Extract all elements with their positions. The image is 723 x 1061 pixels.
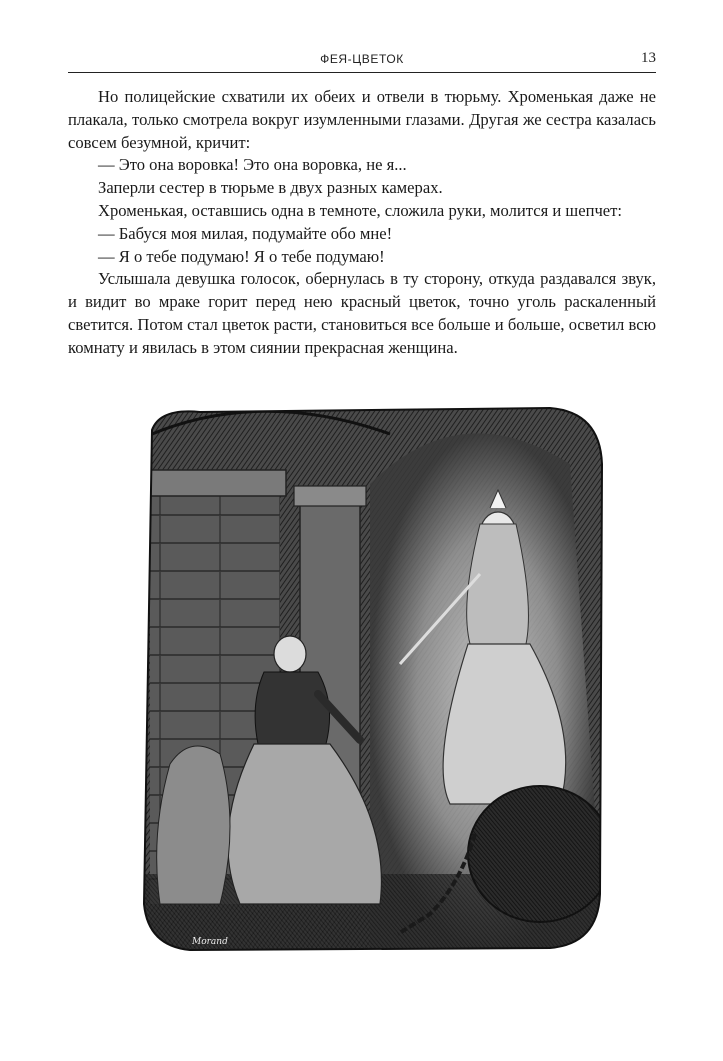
pillar-capital <box>144 470 286 496</box>
running-title: ФЕЯ-ЦВЕТОК <box>320 52 404 66</box>
paragraph: — Бабуся моя милая, подумайте обо мне! <box>98 223 393 243</box>
paragraph: Хроменькая, оставшись одна в темноте, сложила руки, молится и шепчет: <box>98 200 623 220</box>
boulder <box>468 786 605 922</box>
paragraph: Услышала девушка голосок, обернулась в ту сторону, откуда раздавался звук, и видит во мраке горит перед нею красный цветок, точно уголь раскаленный светится. Потом стал цветок расти, становиться все больше и больше, осветил всю комнату и явилась в этом сиянии прекрасная женщина. <box>68 269 656 357</box>
artist-signature: Morand <box>192 937 228 947</box>
paragraph: Заперли сестер в тюрьме в двух разных камерах. <box>98 178 443 198</box>
paragraph: — Это она воровка! Это она воровка, не я... <box>98 155 407 175</box>
page-number: 13 <box>641 50 656 66</box>
body-text <box>68 86 656 360</box>
paragraph: Но полицейские схватили их обеих и отвели в тюрьму. Хроменькая даже не плакала, только смотрела вокруг изумленными глазами. Другая же сестра казалась совсем безумной, кричит: <box>68 87 656 152</box>
paragraph: — Я о тебе подумаю! Я о тебе подумаю! <box>98 246 385 266</box>
engraving-illustration <box>130 404 605 952</box>
pillar-capital-right <box>294 486 366 506</box>
page-header <box>68 50 656 73</box>
